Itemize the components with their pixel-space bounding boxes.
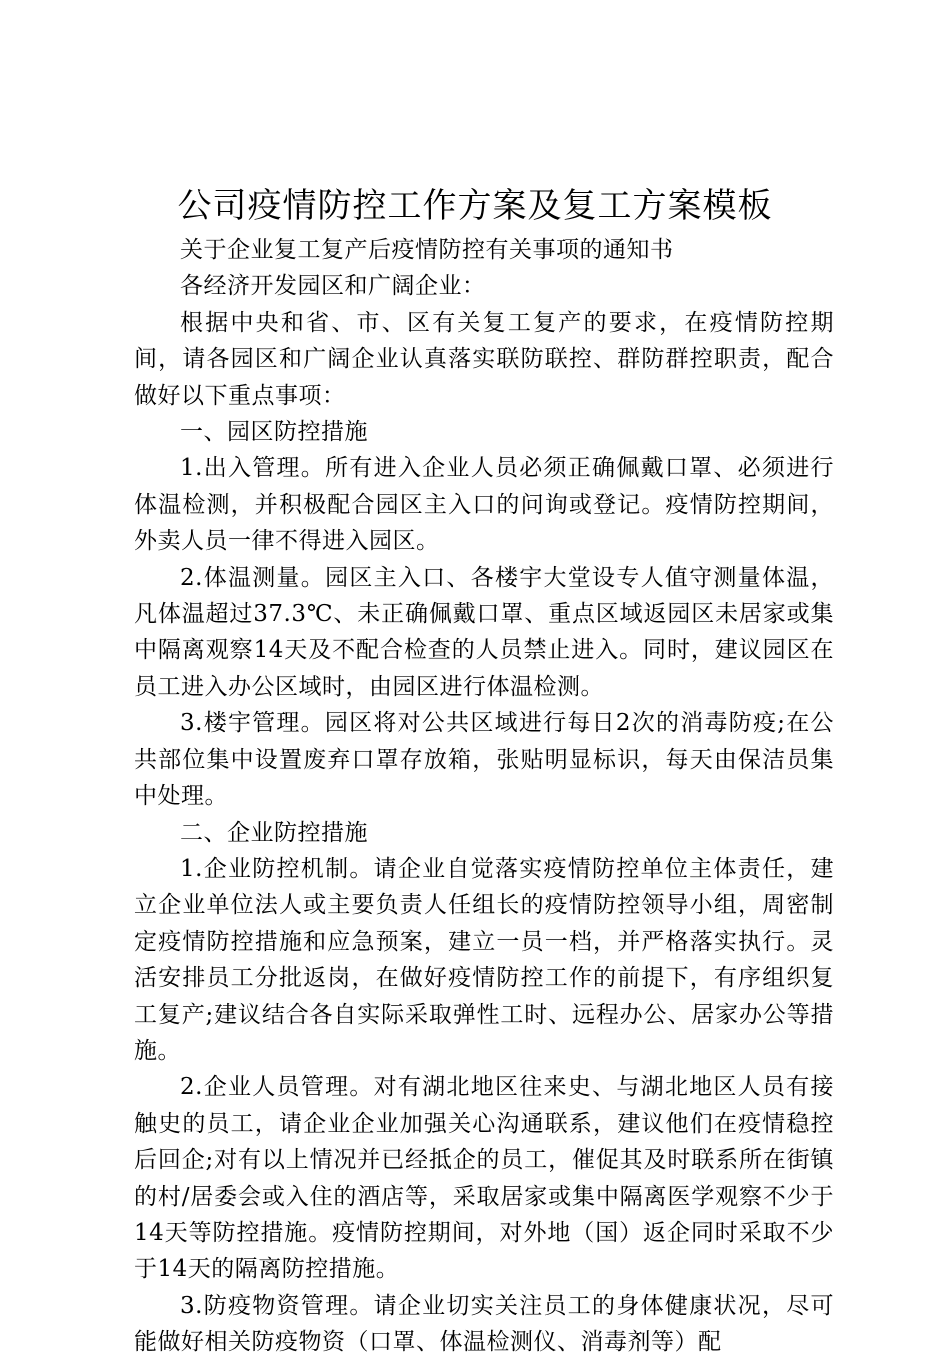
enterprise-item-mechanism: 1.企业防控机制。请企业自觉落实疫情防控单位主体责任，建立企业单位法人或主要负责人任组长的疫情防控领导小组，周密制定疫情防控措施和应急预案，建立一员一档，并严格落实执行。灵活安排员工分批返岗，在做好疫情防控工作的前提下，有序组织复工复产;建议结合各自实际采取弹性工时、远程办公、居家办公等措施。 (134, 855, 834, 1064)
salutation: 各经济开发园区和广阔企业： (180, 273, 486, 300)
section-heading-park: 一、园区防控措施 (180, 419, 368, 446)
park-item-entry: 1.出入管理。所有进入企业人员必须正确佩戴口罩、必须进行体温检测，并积极配合园区主入口的问询或登记。疫情防控期间，外卖人员一律不得进入园区。 (134, 455, 834, 555)
park-item-temperature: 2.体温测量。园区主入口、各楼宇大堂设专人值守测量体温，凡体温超过37.3℃、未正确佩戴口罩、重点区域返园区未居家或集中隔离观察14天及不配合检查的人员禁止进入。同时，建议园区在员工进入办公区域时，由园区进行体温检测。 (134, 564, 834, 700)
enterprise-item-personnel: 2.企业人员管理。对有湖北地区往来史、与湖北地区人员有接触史的员工，请企业企业加强关心沟通联系，建议他们在疫情稳控后回企;对有以上情况并已经抵企的员工，催促其及时联系所在街镇的村/居委会或入住的酒店等，采取居家或集中隔离医学观察不少于14天等防控措施。疫情防控期间，对外地（国）返企同时采取不少于14天的隔离防控措施。 (134, 1074, 834, 1283)
document-title: 公司疫情防控工作方案及复工方案模板 (177, 186, 773, 226)
notice-heading: 关于企业复工复产后疫情防控有关事项的通知书 (180, 237, 674, 263)
section-heading-enterprise: 二、企业防控措施 (180, 819, 368, 846)
park-item-building: 3.楼宇管理。园区将对公共区域进行每日2次的消毒防疫;在公共部位集中设置废弃口罩存放箱，张贴明显标识，每天由保洁员集中处理。 (134, 710, 834, 810)
intro-paragraph: 根据中央和省、市、区有关复工复产的要求，在疫情防控期间，请各园区和广阔企业认真落实联防联控、群防群控职责，配合做好以下重点事项： (134, 309, 834, 409)
enterprise-item-supplies: 3.防疫物资管理。请企业切实关注员工的身体健康状况，尽可能做好相关防疫物资（口罩、体温检测仪、消毒剂等）配 (134, 1292, 834, 1356)
document-body (134, 232, 834, 1361)
